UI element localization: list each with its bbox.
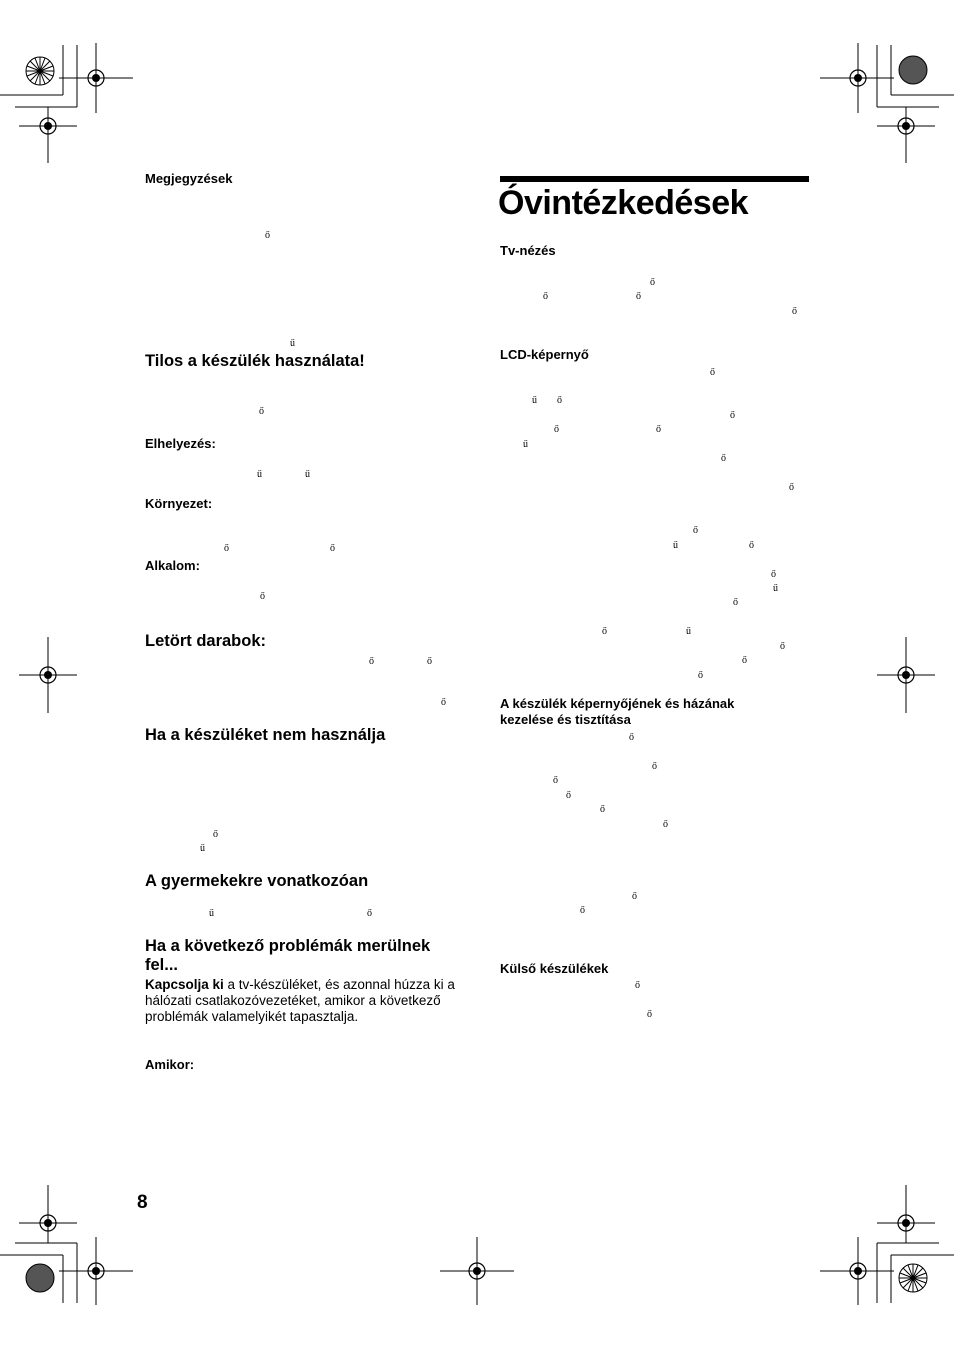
prohibited-heading: Tilos a készülék használata!	[145, 352, 365, 370]
stray-glyph: ő	[600, 804, 605, 815]
crop-mark-bottom-right	[877, 1243, 954, 1303]
registration-mark-bottom-center	[440, 1237, 514, 1305]
problems-lead-bold: Kapcsolja ki	[145, 977, 224, 992]
page-title: Óvintézkedések	[498, 184, 749, 222]
registration-mark-top-1	[59, 43, 133, 113]
stray-glyph: ő	[369, 656, 374, 667]
stray-glyph: ű	[200, 843, 205, 854]
stray-glyph: ű	[686, 626, 691, 637]
not-in-use-heading: Ha a készüléket nem használja	[145, 726, 386, 744]
stray-glyph: ő	[636, 291, 641, 302]
problems-lead-rest: a tv-készüléket, és azonnal húzza ki a hálózati csatlakozóvezetéket, amikor a következő problémák valamelyikét tapasztalja.	[145, 977, 455, 1024]
care-heading: A készülék képernyőjének és házának kezelése és tisztítása	[500, 696, 735, 727]
starburst-top-left	[26, 57, 54, 85]
stray-glyph: ő	[260, 591, 265, 602]
stray-glyph: ő	[629, 732, 634, 743]
registration-mark-left-1	[19, 107, 77, 163]
stray-glyph: ű	[523, 439, 528, 450]
stray-glyph: ű	[673, 540, 678, 551]
registration-mark-left-2	[19, 1185, 77, 1243]
problems-paragraph	[145, 977, 455, 1025]
registration-mark-bottom-1	[59, 1237, 133, 1305]
stray-glyph: ő	[710, 367, 715, 378]
placement-label: Elhelyezés:	[145, 436, 216, 451]
page-number: 8	[137, 1192, 148, 1213]
registration-mark-right-1	[877, 107, 935, 163]
stray-glyph: ő	[602, 626, 607, 637]
stray-glyph: ő	[721, 453, 726, 464]
stray-glyph: ő	[330, 543, 335, 554]
tv-watching-heading: Tv-nézés	[500, 243, 556, 258]
when-label: Amikor:	[145, 1057, 195, 1072]
grey-disc-bottom-left	[26, 1264, 54, 1292]
stray-glyph: ő	[733, 597, 738, 608]
lcd-heading: LCD-képernyő	[500, 347, 589, 362]
stray-glyph: ő	[656, 424, 661, 435]
stray-glyph: ő	[553, 775, 558, 786]
stray-glyph: ő	[557, 395, 562, 406]
stray-glyph: ő	[789, 482, 794, 493]
stray-glyph: ű	[532, 395, 537, 406]
stray-glyph: ő	[647, 1009, 652, 1020]
stray-glyph: ő	[663, 819, 668, 830]
stray-glyph: ő	[224, 543, 229, 554]
stray-glyph: ő	[259, 406, 264, 417]
stray-glyph: ő	[730, 410, 735, 421]
stray-glyph: ű	[257, 469, 262, 480]
stray-glyph: ő	[543, 291, 548, 302]
stray-glyph: ű	[305, 469, 310, 480]
stray-glyph: ő	[554, 424, 559, 435]
broken-pieces-heading: Letört darabok:	[145, 632, 267, 650]
stray-glyph: ő	[367, 908, 372, 919]
stray-glyph: ű	[773, 583, 778, 594]
children-heading: A gyermekekre vonatkozóan	[145, 872, 369, 890]
stray-glyph: ő	[427, 656, 432, 667]
occasion-label: Alkalom:	[145, 558, 200, 573]
stray-glyph: ő	[265, 230, 270, 241]
starburst-bottom-right	[899, 1264, 927, 1292]
stray-glyph: ő	[698, 670, 703, 681]
stray-glyph: ő	[652, 761, 657, 772]
external-devices-heading: Külső készülékek	[500, 961, 609, 976]
registration-mark-right-2	[877, 1185, 935, 1243]
registration-mark-bottom-2	[820, 1237, 894, 1305]
registration-mark-right-mid	[877, 637, 935, 713]
stray-glyph: ű	[290, 338, 295, 349]
grey-disc-top-right	[899, 56, 927, 84]
stray-glyph: ő	[635, 980, 640, 991]
stray-glyph: ő	[780, 641, 785, 652]
stray-glyph: ő	[566, 790, 571, 801]
stray-glyph: ő	[441, 697, 446, 708]
stray-glyph: ű	[209, 908, 214, 919]
problems-heading: Ha a következő problémák merülnek fel...	[145, 937, 431, 974]
stray-glyph: ő	[742, 655, 747, 666]
stray-glyph: ő	[580, 905, 585, 916]
stray-glyph: ő	[632, 891, 637, 902]
stray-glyph: ő	[792, 306, 797, 317]
stray-glyph: ő	[650, 277, 655, 288]
registration-mark-left-mid	[19, 637, 77, 713]
registration-mark-top-2	[820, 43, 894, 113]
stray-glyph: ő	[693, 525, 698, 536]
stray-glyph: ő	[749, 540, 754, 551]
environment-label: Környezet:	[145, 496, 213, 511]
notes-heading: Megjegyzések	[145, 171, 233, 186]
stray-glyph: ő	[213, 829, 218, 840]
stray-glyph: ő	[771, 569, 776, 580]
